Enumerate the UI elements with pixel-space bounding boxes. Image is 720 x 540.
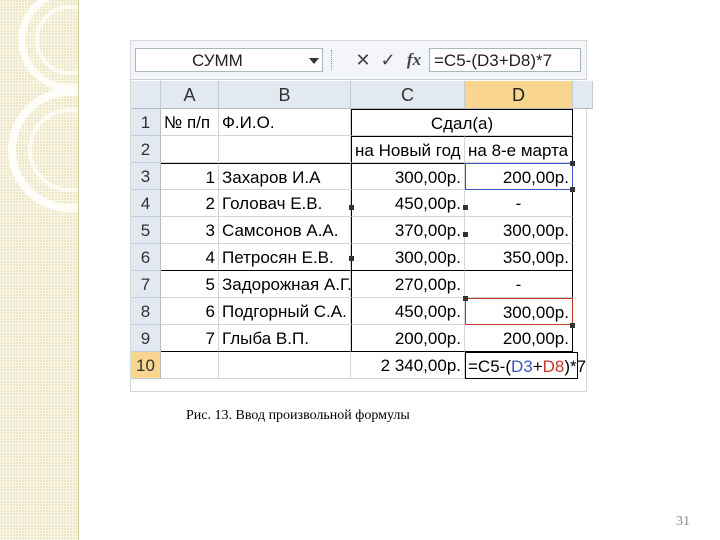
cell-d4[interactable]: - bbox=[465, 190, 573, 217]
name-box[interactable]: СУММ bbox=[135, 48, 323, 72]
divider bbox=[78, 0, 79, 540]
range-handle[interactable] bbox=[349, 205, 354, 210]
cell-d8[interactable]: 300,00р. bbox=[465, 298, 573, 325]
column-header-d[interactable]: D bbox=[465, 81, 573, 109]
cell-b10[interactable] bbox=[219, 352, 351, 379]
row-header[interactable]: 6 bbox=[131, 244, 161, 271]
row-header[interactable]: 2 bbox=[131, 136, 161, 163]
formula-bar bbox=[131, 41, 586, 80]
row-header[interactable]: 7 bbox=[131, 271, 161, 298]
row-header[interactable]: 10 bbox=[131, 352, 161, 379]
cell-b2[interactable] bbox=[219, 136, 351, 163]
cell-a9[interactable]: 7 bbox=[161, 325, 219, 352]
cell-b5[interactable]: Самсонов А.А. bbox=[219, 217, 351, 244]
range-handle[interactable] bbox=[570, 323, 575, 328]
cell-a5[interactable]: 3 bbox=[161, 217, 219, 244]
enter-icon[interactable]: ✓ bbox=[380, 50, 396, 70]
column-header-a[interactable]: A bbox=[161, 81, 219, 109]
insert-function-icon[interactable]: fx bbox=[406, 50, 422, 69]
range-handle[interactable] bbox=[463, 232, 468, 237]
row-header[interactable]: 8 bbox=[131, 298, 161, 325]
cell-c8[interactable]: 450,00р. bbox=[351, 298, 465, 325]
row-header[interactable]: 5 bbox=[131, 217, 161, 244]
row-header[interactable]: 4 bbox=[131, 190, 161, 217]
cell-b6[interactable]: Петросян Е.В. bbox=[219, 244, 351, 271]
cell-a8[interactable]: 6 bbox=[161, 298, 219, 325]
chevron-down-icon[interactable] bbox=[309, 58, 319, 64]
cell-d3[interactable]: 200,00р. bbox=[465, 163, 573, 190]
cancel-icon[interactable]: ✕ bbox=[355, 50, 371, 70]
cell-a2[interactable] bbox=[161, 136, 219, 163]
decorative-border bbox=[0, 0, 78, 540]
cell-reference-d3: D3 bbox=[510, 357, 533, 376]
spreadsheet-screenshot bbox=[130, 40, 587, 392]
cell-reference-d8: D8 bbox=[542, 357, 565, 376]
cell-d9[interactable]: 200,00р. bbox=[465, 325, 573, 352]
cell-a4[interactable]: 2 bbox=[161, 190, 219, 217]
range-handle[interactable] bbox=[570, 187, 575, 192]
cell-a10[interactable] bbox=[161, 352, 219, 379]
range-handle[interactable] bbox=[463, 296, 468, 301]
range-handle[interactable] bbox=[349, 256, 354, 261]
row-header[interactable]: 9 bbox=[131, 325, 161, 352]
range-handle[interactable] bbox=[463, 205, 468, 210]
cell-b3[interactable]: Захаров И.А bbox=[219, 163, 351, 190]
cell-c4[interactable]: 450,00р. bbox=[351, 190, 465, 217]
formula-part: =C5-( bbox=[468, 357, 511, 376]
cell-b4[interactable]: Головач Е.В. bbox=[219, 190, 351, 217]
divider bbox=[331, 50, 336, 70]
column-header-e[interactable] bbox=[573, 81, 593, 109]
formula-input[interactable]: =C5-(D3+D8)*7 bbox=[429, 48, 581, 72]
cell-b1[interactable]: Ф.И.О. bbox=[219, 109, 351, 136]
cell-a3[interactable]: 1 bbox=[161, 163, 219, 190]
figure-caption: Рис. 13. Ввод произвольной формулы bbox=[186, 408, 410, 423]
formula-part: )*7 bbox=[564, 357, 587, 376]
range-handle[interactable] bbox=[570, 161, 575, 166]
cell-c7[interactable]: 270,00р. bbox=[351, 271, 465, 298]
cell-a7[interactable]: 5 bbox=[161, 271, 219, 298]
cell-c9[interactable]: 200,00р. bbox=[351, 325, 465, 352]
cell-b8[interactable]: Подгорный С.А. bbox=[219, 298, 351, 325]
cell-c10[interactable]: 2 340,00р. bbox=[351, 352, 465, 379]
row-header[interactable]: 3 bbox=[131, 163, 161, 190]
cell-d10-editing[interactable] bbox=[465, 352, 587, 379]
cell-d2[interactable]: на 8-е марта bbox=[465, 136, 573, 163]
column-header-c[interactable]: C bbox=[351, 81, 465, 109]
cell-b7[interactable]: Задорожная А.Г. bbox=[219, 271, 351, 298]
page-number: 31 bbox=[676, 514, 690, 529]
cell-c2[interactable]: на Новый год bbox=[351, 136, 465, 163]
cell-c3[interactable]: 300,00р. bbox=[351, 163, 465, 190]
cell-d7[interactable]: - bbox=[465, 271, 573, 298]
ring-decoration bbox=[0, 0, 78, 540]
cell-b9[interactable]: Глыба В.П. bbox=[219, 325, 351, 352]
cell-c1-merged[interactable]: Сдал(а) bbox=[351, 109, 573, 136]
column-header-b[interactable]: B bbox=[219, 81, 351, 109]
select-all-corner[interactable] bbox=[131, 81, 161, 109]
formula-operator: + bbox=[532, 357, 543, 376]
cell-d5[interactable]: 300,00р. bbox=[465, 217, 573, 244]
cell-d6[interactable]: 350,00р. bbox=[465, 244, 573, 271]
cell-c5[interactable]: 370,00р. bbox=[351, 217, 465, 244]
cell-c6[interactable]: 300,00р. bbox=[351, 244, 465, 271]
cell-a6[interactable]: 4 bbox=[161, 244, 219, 271]
cell-a1[interactable]: № п/п bbox=[161, 109, 219, 136]
row-header[interactable]: 1 bbox=[131, 109, 161, 136]
